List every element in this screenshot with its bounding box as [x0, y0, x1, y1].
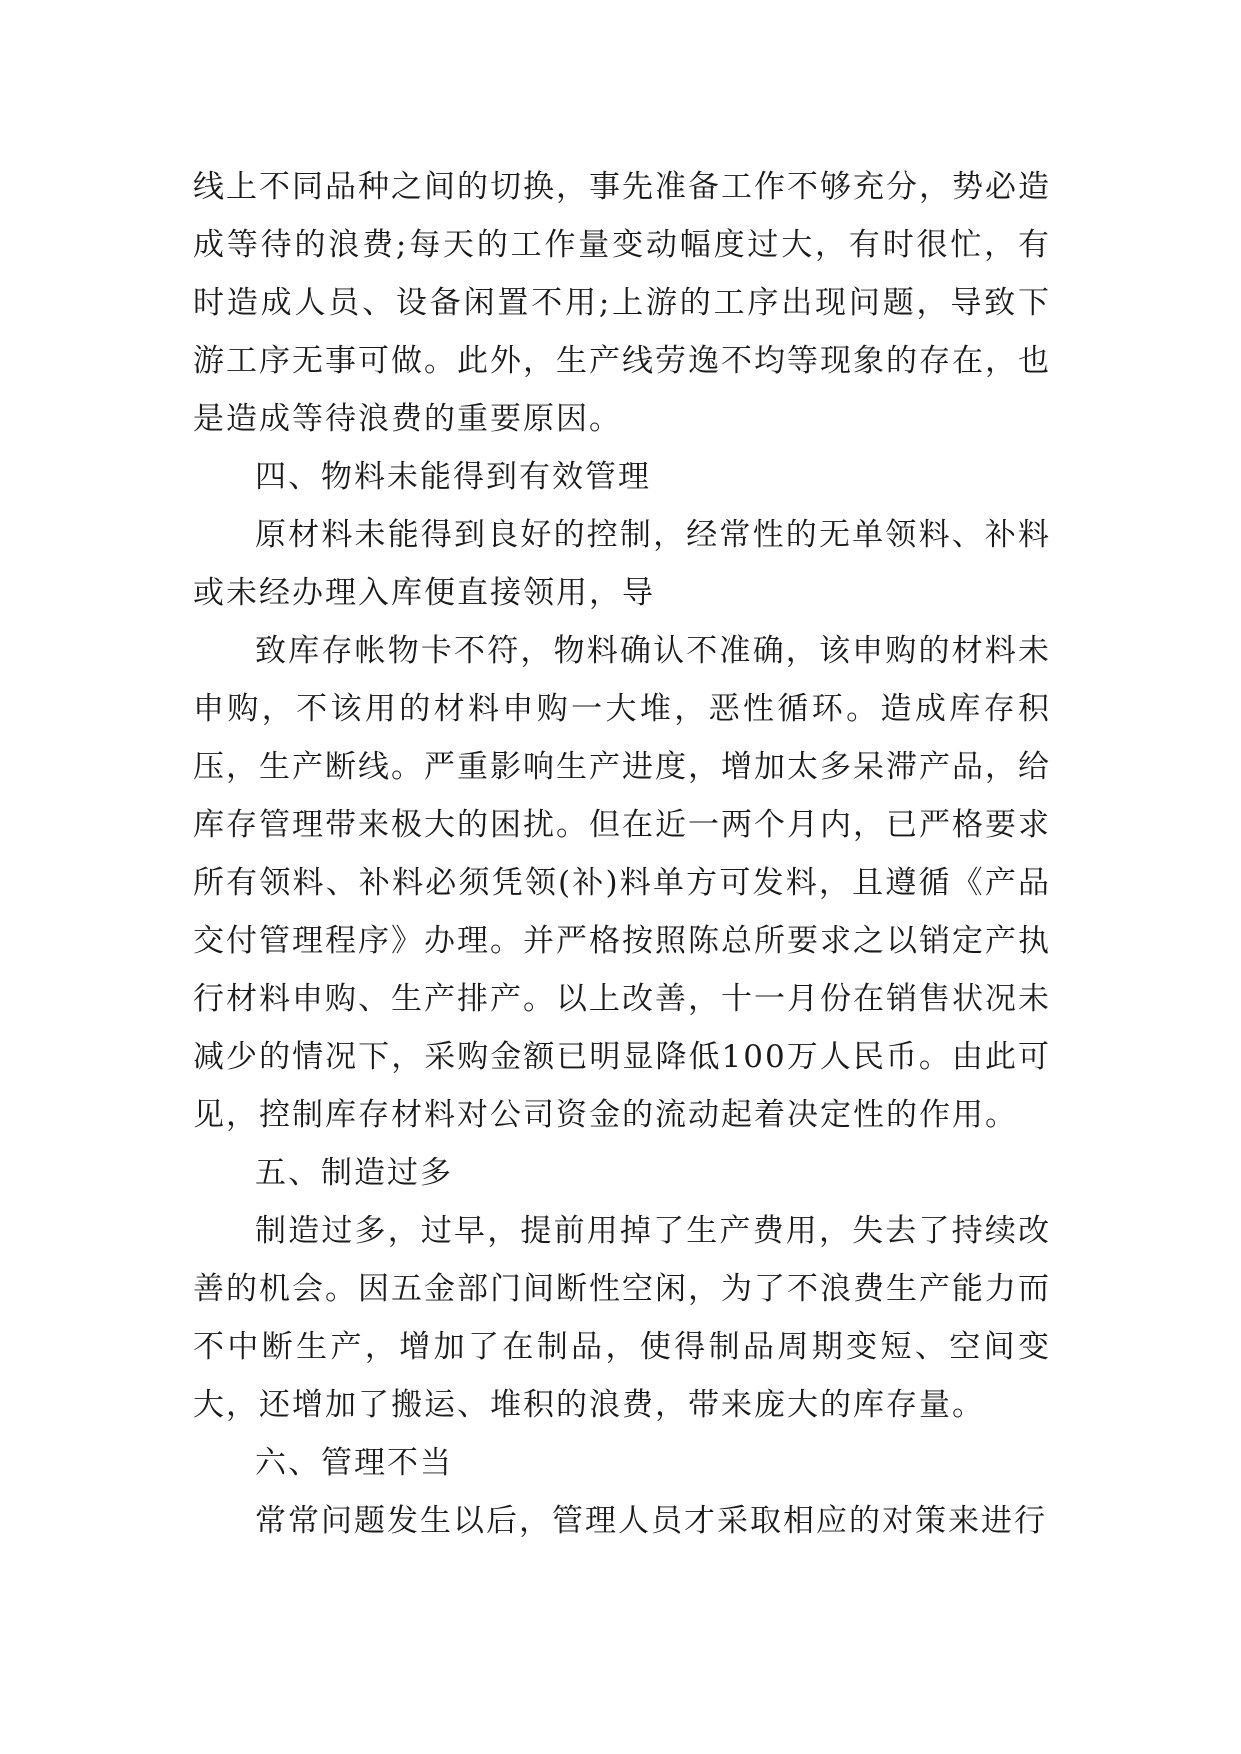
- section-heading-mismanagement: 六、管理不当: [255, 1445, 453, 1481]
- paragraph-overproduction: 制造过多，过早，提前用掉了生产费用，失去了持续改善的机会。因五金部门间断性空闲，为了不浪费生产能力而不中断生产，增加了在制品，使得制品周期变短、空间变大，还增加了搬运、堆积的浪费，带来庞大的库存量。: [193, 1213, 1051, 1423]
- paragraph-materials-intro: 原材料未能得到良好的控制，经常性的无单领料、补料或未经办理入库便直接领用，导: [193, 517, 1051, 611]
- section-heading-materials: 四、物料未能得到有效管理: [255, 459, 651, 495]
- document-body: [193, 158, 1051, 1550]
- paragraph-mismanagement: 常常问题发生以后，管理人员才采取相应的对策来进行: [255, 1503, 1047, 1539]
- paragraph-waiting-waste: 线上不同品种之间的切换，事先准备工作不够充分，势必造成等待的浪费;每天的工作量变动幅度过大，有时很忙，有时造成人员、设备闲置不用;上游的工序出现问题，导致下游工序无事可做。此外，生产线劳逸不均等现象的存在，也是造成等待浪费的重要原因。: [193, 169, 1051, 437]
- paragraph-materials-detail: 致库存帐物卡不符，物料确认不准确，该申购的材料未申购，不该用的材料申购一大堆，恶性循环。造成库存积压，生产断线。严重影响生产进度，增加太多呆滞产品，给库存管理带来极大的困扰。但在近一两个月内，已严格要求所有领料、补料必须凭领(补)料单方可发料，且遵循《产品交付管理程序》办理。并严格按照陈总所要求之以销定产执行材料申购、生产排产。以上改善，十一月份在销售状况未减少的情况下，采购金额已明显降低100万人民币。由此可见，控制库存材料对公司资金的流动起着决定性的作用。: [193, 633, 1051, 1133]
- section-heading-overproduction: 五、制造过多: [255, 1155, 453, 1191]
